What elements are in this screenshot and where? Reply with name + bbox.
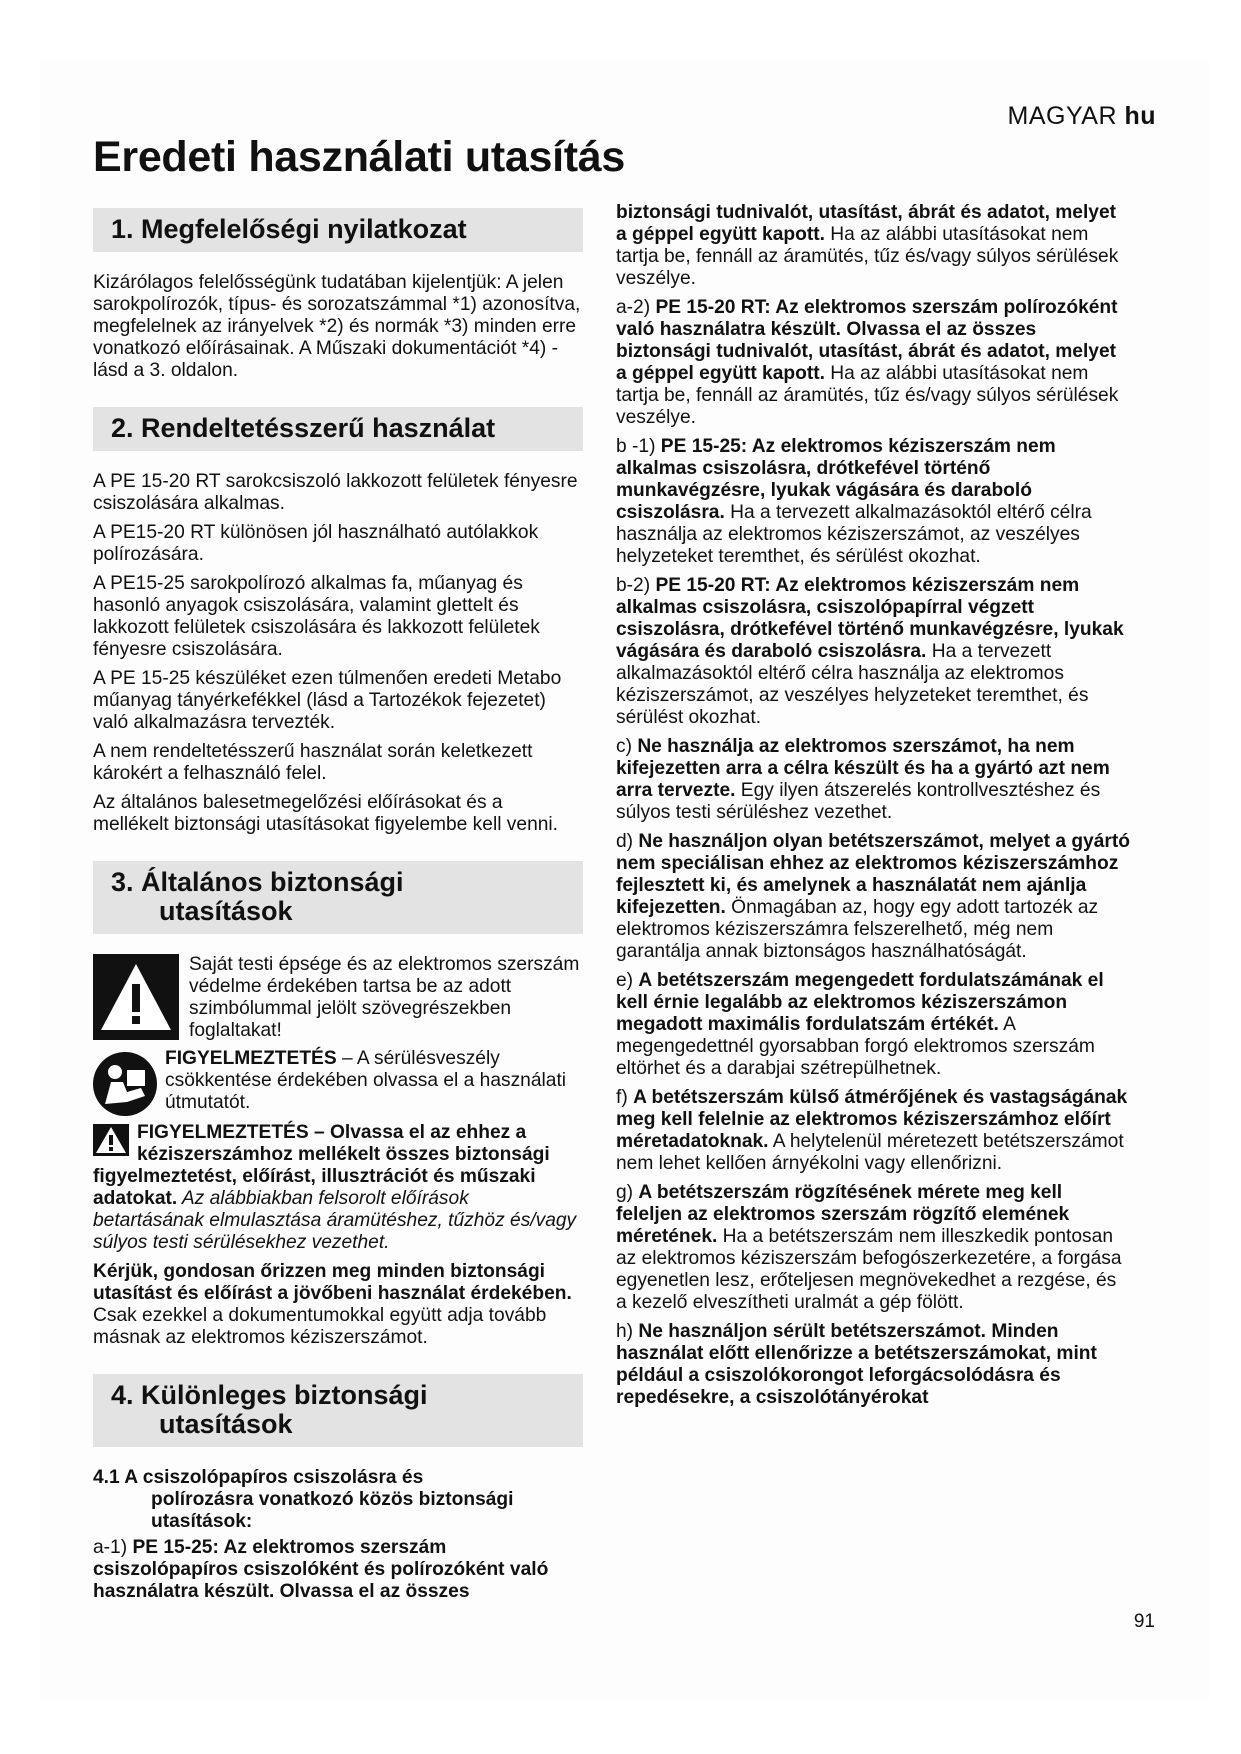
warning-small-icon <box>93 1124 129 1156</box>
symbol-text: Saját testi épsége és az elektromos szerszám védelme érdekében tartsa be az adott szimbólummal jelölt szövegrészekben foglaltakat! <box>189 954 580 1041</box>
section-1-text: Kizárólagos felelősségünk tudatában kijelentjük: A jelen sarokpolírozók, típus- és sorozatszámmal *1) azonosítva, megfelelnek az irányelvek *2) és normák *3) minden erre vonatkozó előírásainak. A Műszaki dokumentációt *4) - lásd a 3. oldalon. <box>93 272 581 381</box>
warning-1-label: FIGYELMEZTETÉS <box>165 1048 337 1069</box>
item-h: h) Ne használjon sérült betétszerszámot. Minden használat előtt ellenőrizze a betétszerszámokat, mint például a csiszolókorongot leforgácsolódásra és repedésekre, a csiszolótányérokat <box>616 1321 1097 1408</box>
item-b2: b-2) PE 15-20 RT: Az elektromos kéziszerszám nem alkalmas csiszolásra, csiszolópapírral végzett csiszolásra, drótkefével történő munkavégzésre, lyukak vágására és daraboló csiszolásra. Ha a tervezett alkalmazásoktól eltérő célra használja az elektromos kéziszerszámot, az veszélyes helyzeteket teremthet, és sérülést okozhat. <box>616 575 1124 728</box>
section-1-heading: 1. Megfelelőségi nyilatkozat <box>93 208 583 252</box>
section-2-p6: Az általános balesetmegelőzési előírásokat és a mellékelt biztonsági utasításokat figyelembe kell venni. <box>93 792 559 835</box>
left-column <box>93 208 583 1610</box>
section-4-heading: 4. Különleges biztonsági utasítások <box>93 1374 583 1447</box>
item-b1: b -1) PE 15-25: Az elektromos kéziszerszám nem alkalmas csiszolásra, drótkefével történő munkavégzésre, lyukak vágására és daraboló csiszolásra. Ha a tervezett alkalmazásoktól eltérő célra használja az elektromos kéziszerszámot, az veszélyes helyzeteket teremthet, és sérülést okozhat. <box>616 436 1092 567</box>
warning-1-text: – A sérülésveszély csökkentése érdekében olvassa el a használati útmutatót. <box>165 1048 567 1113</box>
item-a1-continued: biztonsági tudnivalót, utasítást, ábrát és adatot, melyet a géppel együtt kapott. Ha az alábbi utasításokat nem tartja be, fennáll az áramütés, tűz és/vagy súlyos sérülések veszélye. <box>616 202 1119 289</box>
item-g: g) A betétszerszám rögzítésének mérete meg kell feleljen az elektromos szerszám rögzítő elemének méretének. Ha a betétszerszám nem illeszkedik pontosan az elektromos kéziszerszám befogószerkezetére, a forgása egyenetlen lesz, erőteljesen megnövekedhet a rezgése, és a kezelő elveszítheti uralmát a gép fölött. <box>616 1182 1122 1313</box>
item-f: f) A betétszerszám külső átmérőjének és vastagságának meg kell felelnie az elektromos kéziszerszámhoz előírt méretadatoknak. A helytelenül méretezett betétszerszámot nem lehet kellően árnyékolni vagy ellenőrizni. <box>616 1087 1128 1174</box>
read-manual-note <box>93 1048 583 1116</box>
keep-instructions: Kérjük, gondosan őrizzen meg minden biztonsági utasítást és előírást a jövőbeni használat érdekében. Csak ezekkel a dokumentumokkal együtt adja tovább másnak az elektromos kéziszerszámot. <box>93 1261 572 1348</box>
item-e: e) A betétszerszám megengedett fordulatszámának el kell érnie legalább az elektromos kéziszerszámon megadott maximális fordulatszám értékét. A megengedettnél gyorsabban forgó elektromos szerszám eltörhet és a darabjai szétrepülhetnek. <box>616 970 1104 1079</box>
section-2-p5: A nem rendeltetésszerű használat során keletkezett károkért a felhasználó felel. <box>93 741 533 784</box>
warning-2-italic: Az alábbiakban felsorolt előírások betartásának elmulasztása áramütéshez, tűzhöz és/vagy súlyos testi sérülésekhez vezethet. <box>93 1188 577 1253</box>
section-3-heading: 3. Általános biztonsági utasítások <box>93 861 583 934</box>
language-label: MAGYAR hu <box>1007 102 1156 130</box>
warning-2-bold: FIGYELMEZTETÉS – Olvassa el az ehhez a kéziszerszámhoz mellékelt összes biztonsági figyelmeztetést, előírást, illusztrációt és műszaki adatokat. <box>93 1122 550 1209</box>
right-column <box>616 202 1130 1416</box>
item-a1: a-1) PE 15-25: Az elektromos szerszám csiszolópapíros csiszolóként és polírozóként való használatra készült. Olvassa el az összes <box>93 1537 549 1602</box>
section-2-p2: A PE15-20 RT különösen jól használható autólakkok polírozására. <box>93 522 539 565</box>
section-2-p3: A PE15-25 sarokpolírozó alkalmas fa, műanyag és hasonló anyagok csiszolására, valamint glettelt és lakkozott felületek csiszolására és lakkozott felületek fényesre csiszolására. <box>93 573 540 660</box>
read-manual-icon <box>93 1052 157 1116</box>
item-d: d) Ne használjon olyan betétszerszámot, melyet a gyártó nem speciálisan ehhez az elektromos kéziszerszámhoz fejlesztett ki, és amelynek a használatát nem ajánlja kifejezetten. Önmagában az, hogy egy adott tartozék az elektromos kéziszerszámra felszerelhető, még nem garantálja annak biztonságos használhatóságát. <box>616 831 1130 962</box>
warning-triangle-icon <box>93 954 179 1040</box>
subsection-4-1-heading: 4.1 A csiszolópapíros csiszolásra és polírozásra vonatkozó közös biztonsági utasítások: <box>93 1467 514 1532</box>
language-code: hu <box>1124 102 1156 130</box>
page-number: 91 <box>1133 1611 1155 1632</box>
symbol-note <box>93 954 583 1042</box>
section-2-heading: 2. Rendeltetésszerű használat <box>93 407 583 451</box>
item-a2: a-2) PE 15-20 RT: Az elektromos szerszám polírozóként való használatra készült. Olvassa el az összes biztonsági tudnivalót, utasítást, ábrát és adatot, melyet a géppel együtt kapott. Ha az alábbi utasításokat nem tartja be, fennáll az áramütés, tűz és/vagy súlyos sérülések veszélye. <box>616 297 1119 428</box>
warning-2 <box>93 1122 583 1254</box>
document-title: Eredeti használati utasítás <box>93 133 625 181</box>
item-c: c) Ne használja az elektromos szerszámot, ha nem kifejezetten arra a célra készült és ha a gyártó azt nem arra tervezte. Egy ilyen átszerelés kontrollvesztéshez és súlyos testi sérüléshez vezethet. <box>616 736 1110 823</box>
section-2-p1: A PE 15-20 RT sarokcsiszoló lakkozott felületek fényesre csiszolására alkalmas. <box>93 471 578 514</box>
section-2-p4: A PE 15-25 készüléket ezen túlmenően eredeti Metabo műanyag tányérkefékkel (lásd a Tartozékok fejezetet) való alkalmazásra tervezték. <box>93 668 562 733</box>
